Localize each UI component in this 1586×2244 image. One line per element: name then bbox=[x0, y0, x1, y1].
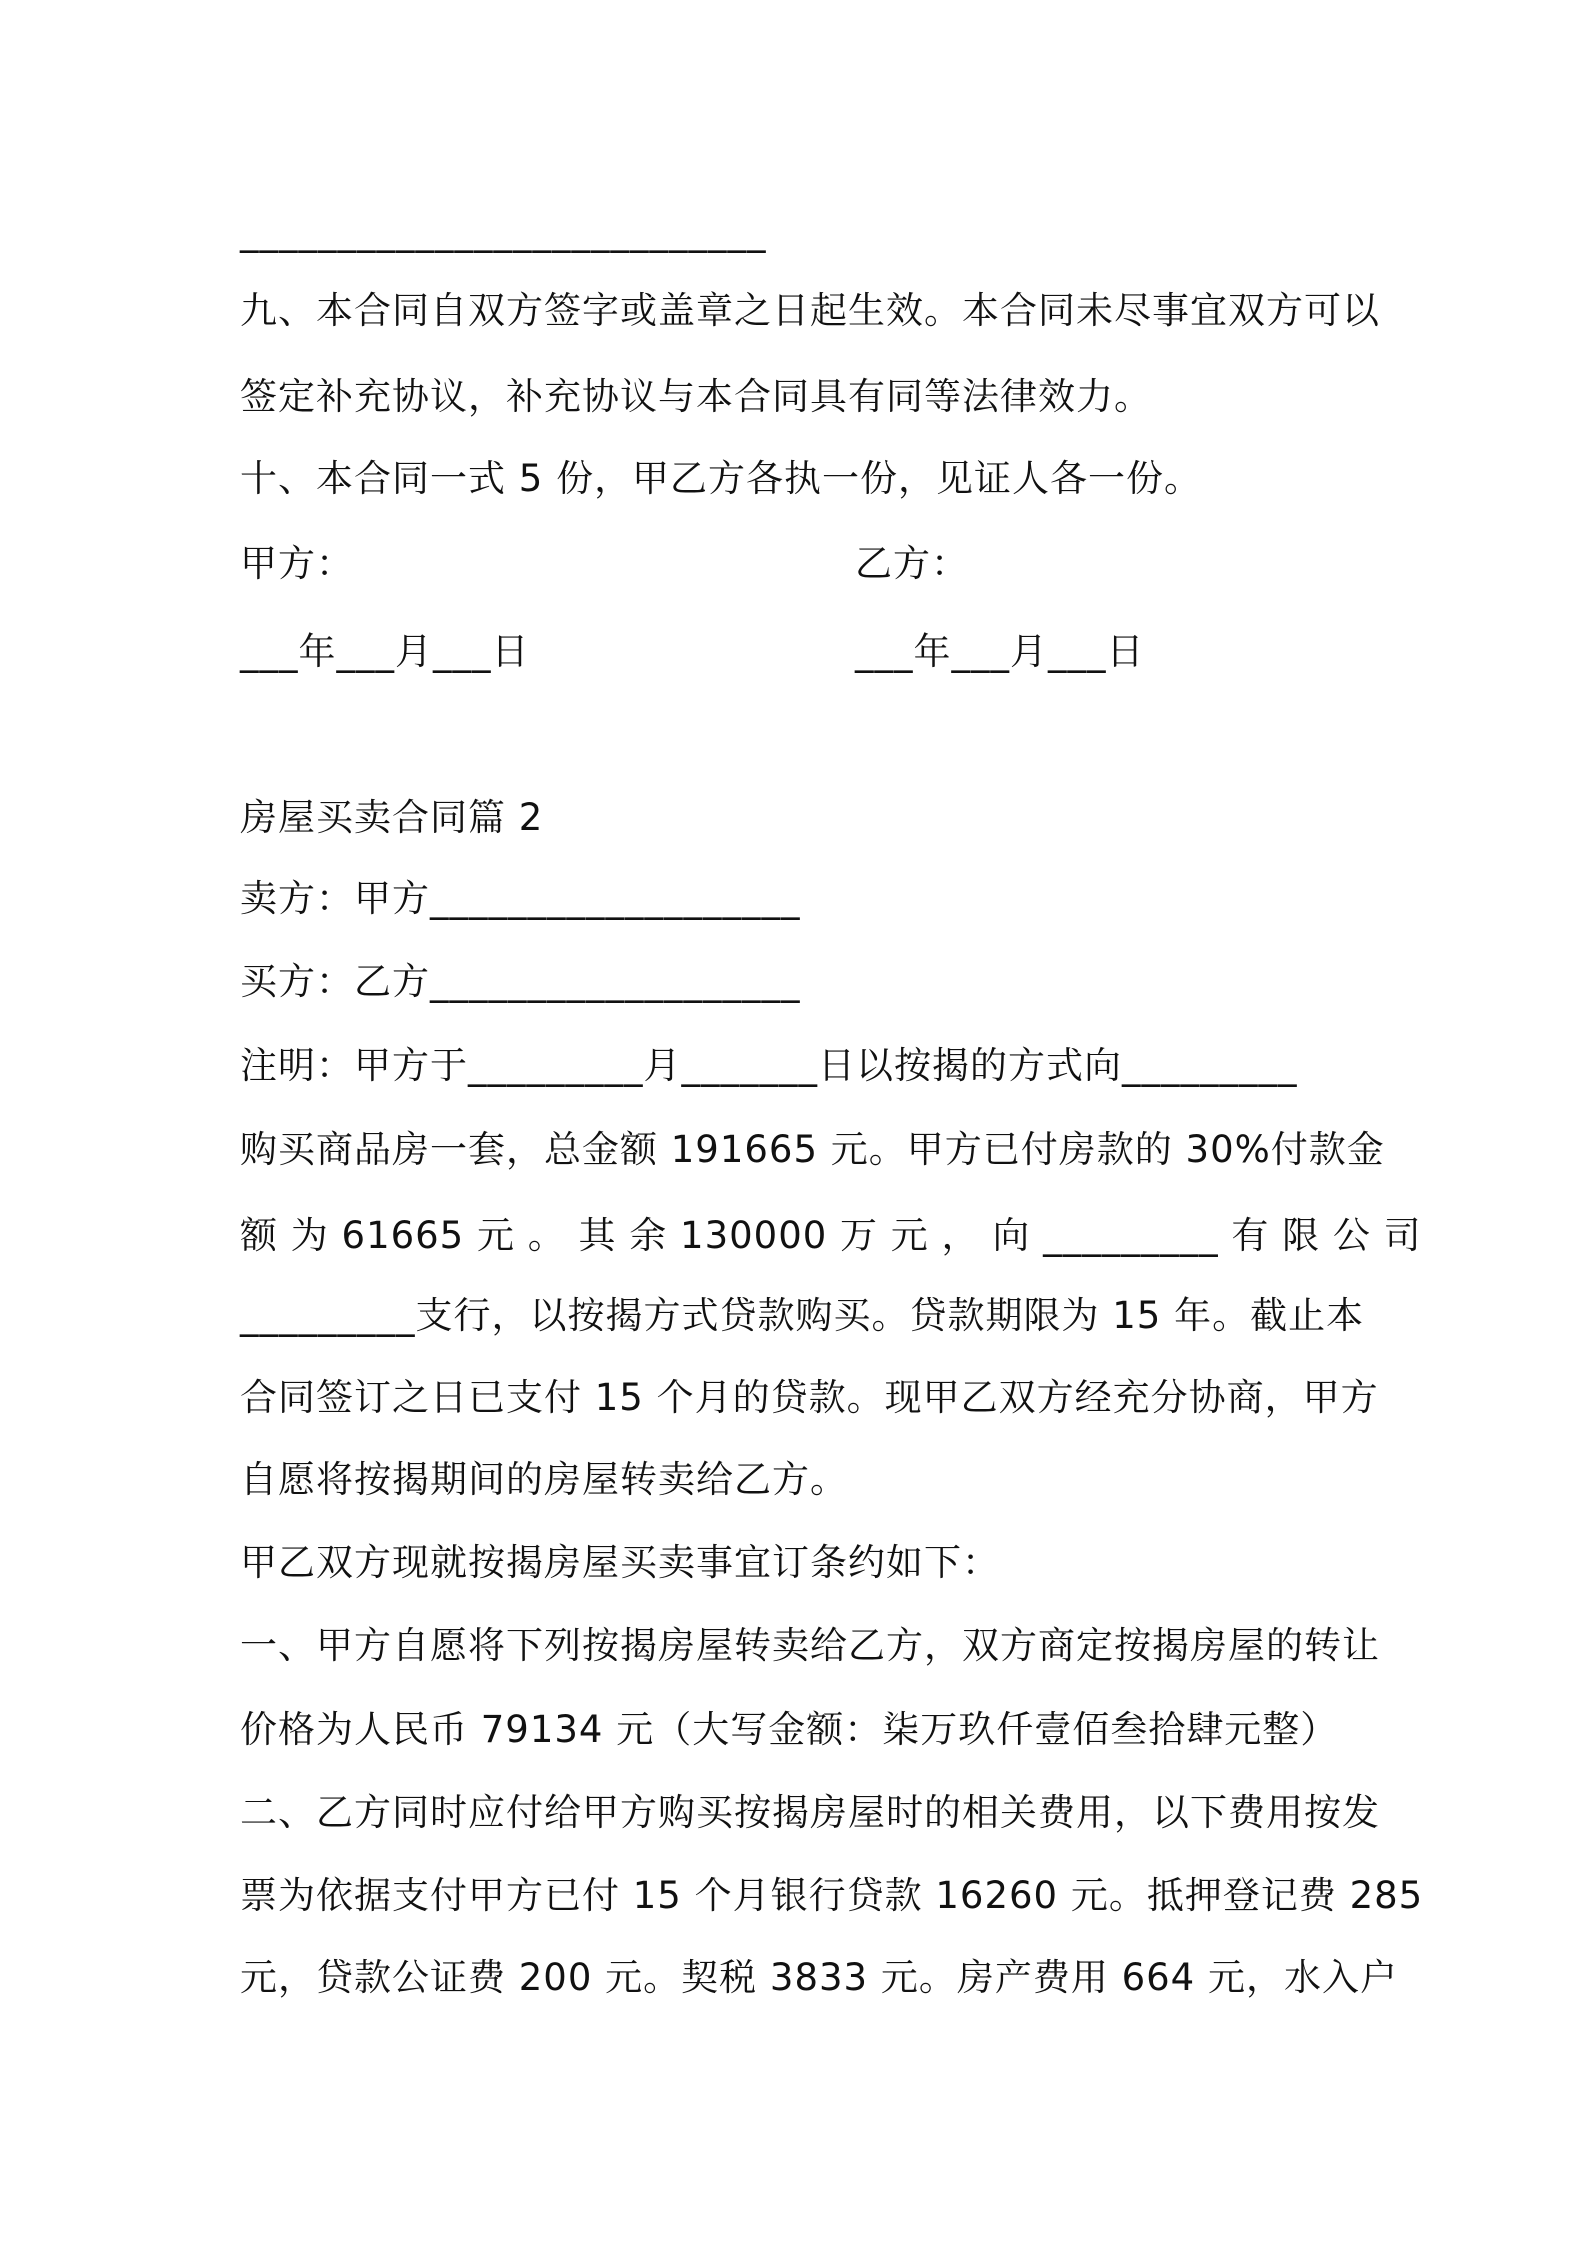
note-line-3: 额 为 61665 元 。 其 余 130000 万 元 ， 向 _________ 有 限 公 司 bbox=[240, 1214, 1422, 1257]
note-line-1: 注明：甲方于_________月_______日以按揭的方式向_________ bbox=[240, 1044, 1298, 1087]
note-line-5: 合同签订之日已支付 15 个月的贷款。现甲乙双方经充分协商，甲方 bbox=[240, 1376, 1379, 1419]
agreement-intro: 甲乙双方现就按揭房屋买卖事宜订条约如下： bbox=[240, 1541, 1000, 1584]
party-a-date: ___年___月___日 bbox=[240, 630, 530, 673]
party-b-date: ___年___月___日 bbox=[855, 630, 1145, 673]
note-line-6: 自愿将按揭期间的房屋转卖给乙方。 bbox=[240, 1458, 848, 1501]
party-b-label: 乙方： bbox=[855, 542, 969, 585]
note-line-4: _________支行，以按揭方式贷款购买。贷款期限为 15 年。截止本 bbox=[240, 1294, 1365, 1337]
clause-1-line-1: 一、甲方自愿将下列按揭房屋转卖给乙方，双方商定按揭房屋的转让 bbox=[240, 1624, 1380, 1667]
top-fill-rule: ___________________________ bbox=[240, 210, 767, 253]
clause-9-line-2: 签定补充协议，补充协议与本合同具有同等法律效力。 bbox=[240, 375, 1152, 418]
buyer-line: 买方：乙方___________________ bbox=[240, 960, 801, 1003]
clause-9-line-1: 九、本合同自双方签字或盖章之日起生效。本合同未尽事宜双方可以 bbox=[240, 289, 1380, 332]
clause-2-line-2: 票为依据支付甲方已付 15 个月银行贷款 16260 元。抵押登记费 285 bbox=[240, 1874, 1424, 1917]
clause-1-line-2: 价格为人民币 79134 元（大写金额：柒万玖仟壹佰叁拾肆元整） bbox=[240, 1708, 1339, 1751]
party-a-label: 甲方： bbox=[240, 542, 354, 585]
clause-10: 十、本合同一式 5 份，甲乙方各执一份，见证人各一份。 bbox=[240, 457, 1203, 500]
section-2-title: 房屋买卖合同篇 2 bbox=[240, 796, 544, 839]
clause-2-line-1: 二、乙方同时应付给甲方购买按揭房屋时的相关费用，以下费用按发 bbox=[240, 1791, 1380, 1834]
note-line-2: 购买商品房一套，总金额 191665 元。甲方已付房款的 30%付款金 bbox=[240, 1128, 1385, 1171]
clause-2-line-3: 元，贷款公证费 200 元。契税 3833 元。房产费用 664 元，水入户 bbox=[240, 1956, 1398, 1999]
seller-line: 卖方：甲方___________________ bbox=[240, 877, 801, 920]
